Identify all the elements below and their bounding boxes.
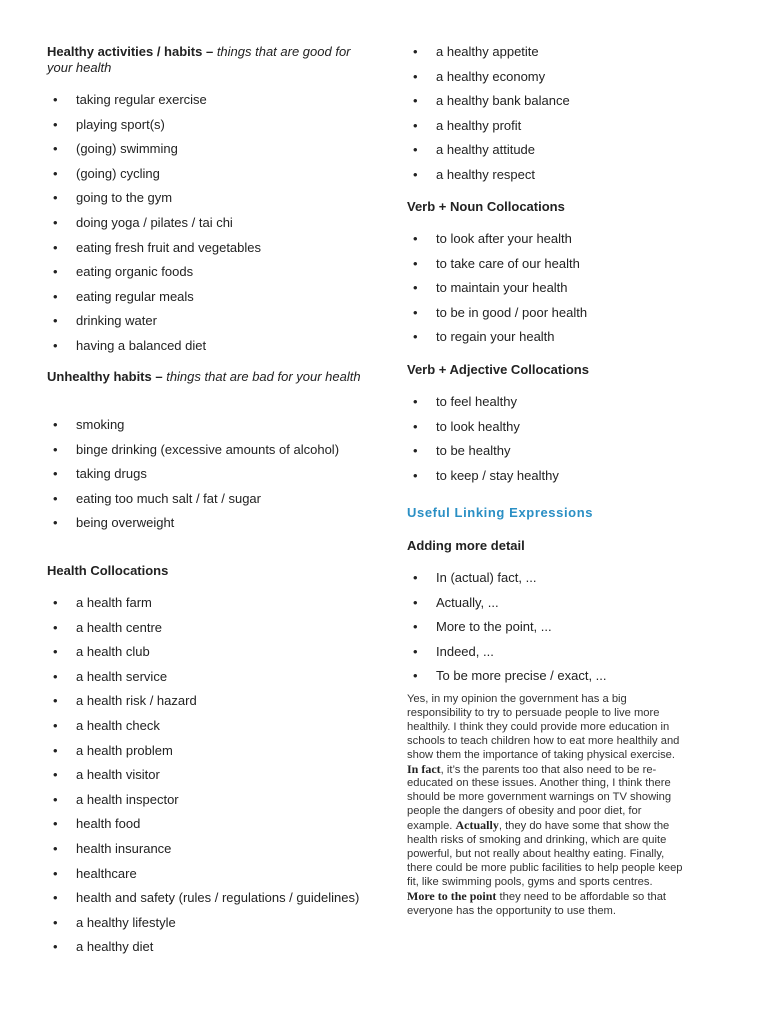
- list-item: • a health inspector: [47, 792, 367, 807]
- list-item: • health and safety (rules / regulations / guidelines): [47, 890, 367, 905]
- list-item: • a healthy attitude: [407, 142, 697, 157]
- paragraph-text: , it’s the parents too that also need to be re-educated on these issues. Another thing, I think there should be more government warnings on TV showing people the dangers of obesity and poor diet, for example.: [407, 763, 672, 833]
- unhealthy-habits-subtitle: things that are bad for your health: [166, 369, 361, 384]
- list-item: • a health check: [47, 718, 367, 733]
- healthy-habits-heading: [47, 44, 367, 76]
- healthy-habits-subtitle: things that are good for your health: [47, 44, 351, 75]
- unhealthy-habits-heading: [47, 369, 367, 385]
- unhealthy-habits-title: Unhealthy habits –: [47, 369, 163, 384]
- list-item: • taking regular exercise: [47, 92, 367, 107]
- verb-adjective-heading: Verb + Adjective Collocations: [407, 362, 589, 377]
- list-item: • playing sport(s): [47, 117, 367, 132]
- healthy-collocations-list: [407, 44, 697, 192]
- health-collocations-heading: Health Collocations: [47, 563, 169, 578]
- linking-expressions-heading: Useful Linking Expressions: [407, 505, 594, 520]
- list-item: • to keep / stay healthy: [407, 468, 697, 483]
- list-item: • smoking: [47, 417, 367, 432]
- list-item: • healthcare: [47, 866, 367, 881]
- paragraph-text: Yes, in my opinion the government has a big responsibility to try to persuade people to live more healthily. I think they could provide more education in schools to teach children how to eat more healthily and show them the importance of taking physical exercise.: [407, 693, 680, 761]
- list-item: • To be more precise / exact, ...: [407, 668, 697, 683]
- unhealthy-habits-list: [47, 417, 367, 540]
- list-item: • a health centre: [47, 620, 367, 635]
- list-item: • binge drinking (excessive amounts of alcohol): [47, 442, 367, 457]
- verb-adjective-list: [407, 394, 697, 492]
- list-item: • (going) swimming: [47, 141, 367, 156]
- list-item: • to look healthy: [407, 419, 697, 434]
- list-item: • a healthy appetite: [407, 44, 697, 59]
- list-item: • a health problem: [47, 743, 367, 758]
- list-item: • doing yoga / pilates / tai chi: [47, 215, 367, 230]
- list-item: • to be in good / poor health: [407, 305, 697, 320]
- list-item: • a healthy lifestyle: [47, 915, 367, 930]
- example-paragraph: [407, 693, 683, 919]
- list-item: • a health risk / hazard: [47, 693, 367, 708]
- list-item: • to look after your health: [407, 231, 697, 246]
- list-item: • to maintain your health: [407, 280, 697, 295]
- adding-detail-heading: Adding more detail: [407, 538, 525, 553]
- list-item: • eating fresh fruit and vegetables: [47, 240, 367, 255]
- list-item: • a healthy bank balance: [407, 93, 697, 108]
- list-item: • Actually, ...: [407, 595, 697, 610]
- list-item: • a health visitor: [47, 767, 367, 782]
- list-item: • taking drugs: [47, 466, 367, 481]
- list-item: • to be healthy: [407, 443, 697, 458]
- list-item: • (going) cycling: [47, 166, 367, 181]
- linking-word-actually: Actually: [455, 818, 499, 833]
- list-item: • a health club: [47, 644, 367, 659]
- verb-noun-heading: Verb + Noun Collocations: [407, 199, 565, 214]
- list-item: • going to the gym: [47, 190, 367, 205]
- list-item: • drinking water: [47, 313, 367, 328]
- healthy-habits-title: Healthy activities / habits –: [47, 44, 214, 59]
- list-item: • eating organic foods: [47, 264, 367, 279]
- list-item: • a health service: [47, 669, 367, 684]
- linking-word-in-fact: In fact: [407, 761, 441, 776]
- list-item: • a healthy profit: [407, 118, 697, 133]
- list-item: • More to the point, ...: [407, 619, 697, 634]
- adding-detail-list: [407, 570, 697, 693]
- paragraph-text: they need to be affordable so that everyone has the opportunity to use them.: [407, 890, 667, 917]
- list-item: • Indeed, ...: [407, 644, 697, 659]
- list-item: • health food: [47, 816, 367, 831]
- list-item: • a healthy diet: [47, 939, 367, 954]
- list-item: • In (actual) fact, ...: [407, 570, 697, 585]
- list-item: • to take care of our health: [407, 256, 697, 271]
- healthy-habits-list: [47, 92, 367, 363]
- paragraph-text: , they do have some that show the health risks of smoking and drinking, which are quite powerful, but not really about healthy eating. Finally, there could be more public facilities to help people keep fit, like swimming pools, gyms and sports centres.: [407, 820, 683, 888]
- list-item: • eating regular meals: [47, 289, 367, 304]
- list-item: • a health farm: [47, 595, 367, 610]
- linking-word-more-to-the-point: More to the point: [407, 888, 497, 903]
- list-item: • to regain your health: [407, 329, 697, 344]
- list-item: • health insurance: [47, 841, 367, 856]
- list-item: • a healthy economy: [407, 69, 697, 84]
- verb-noun-list: [407, 231, 697, 354]
- list-item: • a healthy respect: [407, 167, 697, 182]
- list-item: • eating too much salt / fat / sugar: [47, 491, 367, 506]
- list-item: • having a balanced diet: [47, 338, 367, 353]
- list-item: • being overweight: [47, 515, 367, 530]
- health-collocations-list: [47, 595, 367, 964]
- list-item: • to feel healthy: [407, 394, 697, 409]
